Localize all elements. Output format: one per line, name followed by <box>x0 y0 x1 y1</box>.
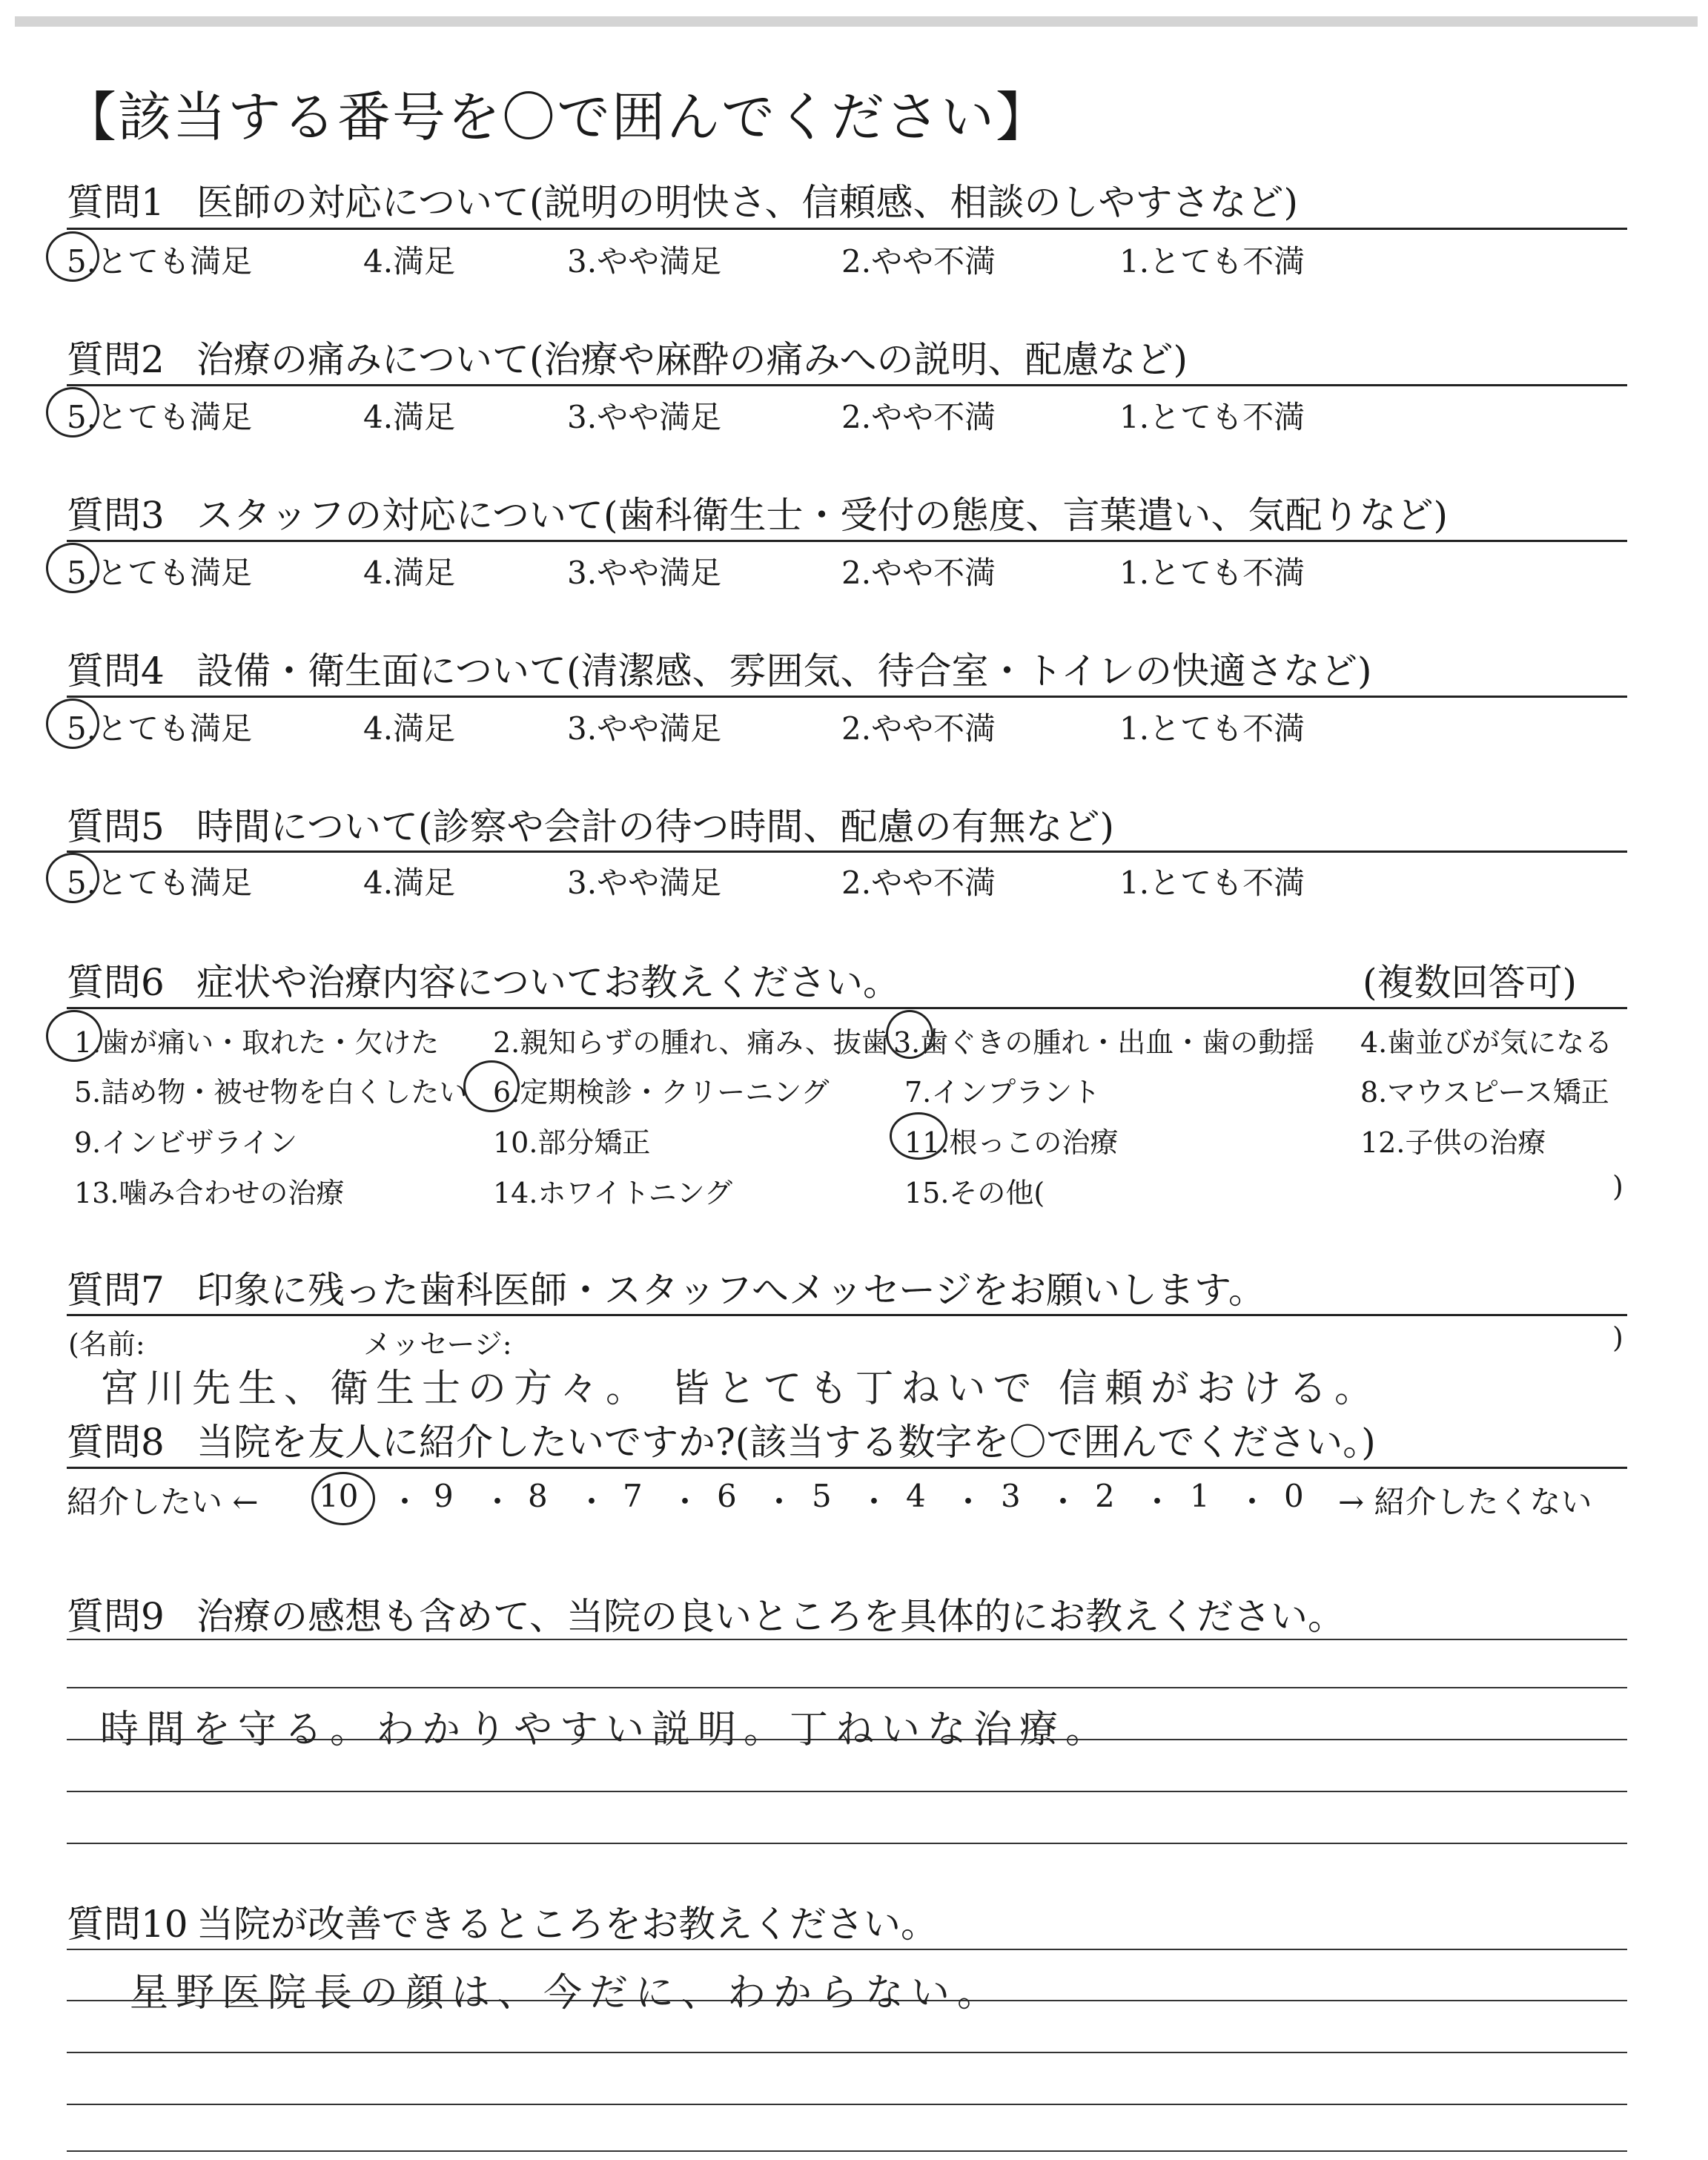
symptom-option[interactable]: 14.ホワイトニング <box>493 1177 733 1209</box>
selection-circle <box>886 1010 933 1059</box>
question-text: 当院を友人に紹介したいですか?(該当する数字を〇で囲んでください。) <box>196 1421 1376 1464</box>
message-close-paren: ) <box>1612 1321 1623 1354</box>
symptom-option[interactable]: 5.詰め物・被せ物を白くしたい <box>74 1076 468 1109</box>
option-3[interactable]: 3.やや満足 <box>567 865 722 901</box>
question-text: 印象に残った歯科医師・スタッフへメッセージをお願いします。 <box>196 1269 1265 1312</box>
question-4 <box>67 641 1372 695</box>
rating-options-q5 <box>0 859 1708 903</box>
page-title: 【該当する番号を〇で囲んでください】 <box>63 86 1051 148</box>
answer-line <box>67 2150 1627 2152</box>
question-text: スタッフの対応について(歯科衛生士・受付の態度、言葉遣い、気配りなど) <box>196 494 1449 537</box>
selection-circle <box>46 231 99 282</box>
question-number: 質問9 <box>67 1595 165 1638</box>
divider <box>67 540 1627 542</box>
option-5[interactable]: 5.とても満足 <box>67 555 253 591</box>
option-3[interactable]: 3.やや満足 <box>567 555 722 591</box>
scale-dot: ・ <box>1237 1484 1268 1520</box>
symptom-option[interactable]: 4.歯並びが気になる <box>1360 1026 1613 1059</box>
symptom-option[interactable]: 3.歯ぐきの腫れ・出血・歯の動揺 <box>893 1026 1315 1059</box>
answer-line <box>67 1639 1627 1640</box>
scale-value[interactable]: 5 <box>812 1478 832 1514</box>
answer-line <box>67 1791 1627 1792</box>
scale-value[interactable]: 4 <box>906 1478 926 1514</box>
symptom-option[interactable]: 15.その他( <box>904 1177 1045 1209</box>
scale-dot: ・ <box>1142 1484 1174 1520</box>
question-text: 治療の感想も含めて、当院の良いところを具体的にお教えください。 <box>196 1595 1345 1638</box>
option-4[interactable]: 4.満足 <box>363 865 456 901</box>
rating-options-q3 <box>0 549 1708 593</box>
option-5[interactable]: 5.とても満足 <box>67 243 253 280</box>
option-3[interactable]: 3.やや満足 <box>567 399 722 435</box>
question-text: 設備・衛生面について(清潔感、雰囲気、待合室・トイレの快適さなど) <box>196 650 1372 693</box>
rating-options-q4 <box>0 704 1708 749</box>
question-number: 質問3 <box>67 494 165 537</box>
scale-dot: ・ <box>858 1484 890 1520</box>
scale-value[interactable]: 8 <box>528 1478 548 1514</box>
scale-dot: ・ <box>389 1484 421 1520</box>
option-2[interactable]: 2.やや不満 <box>841 555 996 591</box>
selection-circle <box>46 853 99 903</box>
answer-line <box>67 1687 1627 1688</box>
question-text: 当院が改善できるところをお教えください。 <box>196 1903 938 1946</box>
question-9 <box>67 1587 1345 1640</box>
question-number: 質問4 <box>67 650 165 693</box>
question-number: 質問8 <box>67 1421 165 1464</box>
symptom-option[interactable]: 1.歯が痛い・取れた・欠けた <box>74 1026 440 1059</box>
question-text: 時間について(診察や会計の待つ時間、配慮の有無など) <box>196 805 1115 848</box>
rating-options-q2 <box>0 393 1708 437</box>
option-3[interactable]: 3.やや満足 <box>567 710 722 747</box>
option-1[interactable]: 1.とても不満 <box>1119 243 1305 280</box>
selection-circle <box>890 1112 947 1160</box>
option-2[interactable]: 2.やや不満 <box>841 710 996 747</box>
scale-dot: ・ <box>953 1484 984 1520</box>
option-4[interactable]: 4.満足 <box>363 399 456 435</box>
symptom-option[interactable]: 6.定期検診・クリーニング <box>493 1076 830 1109</box>
other-close-paren: ) <box>1612 1170 1623 1203</box>
scale-value[interactable]: 10 <box>319 1478 359 1514</box>
scale-dot: ・ <box>669 1484 701 1520</box>
answer-line <box>67 1843 1627 1844</box>
symptom-option[interactable]: 8.マウスピース矯正 <box>1360 1076 1609 1109</box>
scale-value[interactable]: 3 <box>1001 1478 1021 1514</box>
question-number: 質問6 <box>67 961 165 1004</box>
message-label: メッセージ: <box>363 1328 512 1361</box>
symptom-option[interactable]: 10.部分矯正 <box>493 1126 651 1159</box>
selection-circle <box>46 387 99 437</box>
handwritten-improvements: 星野医院長の顔は、今だに、わからない。 <box>130 1971 1004 2015</box>
multiple-answer-note: (複数回答可) <box>1363 961 1578 1004</box>
option-1[interactable]: 1.とても不満 <box>1119 710 1305 747</box>
scale-value[interactable]: 2 <box>1095 1478 1115 1514</box>
question-2 <box>67 330 1188 383</box>
divider <box>67 384 1627 386</box>
answer-line <box>67 2052 1627 2053</box>
option-5[interactable]: 5.とても満足 <box>67 865 253 901</box>
scale-right-label: → 紹介したくない <box>1338 1484 1592 1520</box>
option-2[interactable]: 2.やや不満 <box>841 243 996 280</box>
divider <box>67 1007 1627 1009</box>
rating-options-q1 <box>0 237 1708 282</box>
question-6 <box>67 953 900 1006</box>
option-4[interactable]: 4.満足 <box>363 555 456 591</box>
divider <box>67 696 1627 698</box>
question-3 <box>67 486 1448 539</box>
scale-value[interactable]: 7 <box>623 1478 643 1514</box>
option-1[interactable]: 1.とても不満 <box>1119 555 1305 591</box>
question-1 <box>67 173 1298 226</box>
option-2[interactable]: 2.やや不満 <box>841 865 996 901</box>
handwritten-message: 宮川先生、衛生士の方々。 皆とても丁ねいで 信頼がおける。 <box>100 1367 1381 1411</box>
name-label: (名前: <box>68 1328 145 1361</box>
handwritten-good-points: 時間を守る。わかりやすい説明。丁ねいな治療。 <box>100 1708 1112 1752</box>
divider <box>67 1314 1627 1316</box>
scale-dot: ・ <box>482 1484 514 1520</box>
divider <box>67 1467 1627 1469</box>
symptom-option[interactable]: 9.インビザライン <box>74 1126 298 1159</box>
question-text: 医師の対応について(説明の明快さ、信頼感、相談のしやすさなど) <box>196 181 1299 224</box>
selection-circle <box>463 1060 520 1112</box>
question-7 <box>67 1261 1265 1314</box>
scale-value[interactable]: 0 <box>1284 1478 1304 1514</box>
option-4[interactable]: 4.満足 <box>363 243 456 280</box>
question-number: 質問5 <box>67 805 165 848</box>
symptom-option[interactable]: 7.インプラント <box>904 1076 1101 1109</box>
question-text: 治療の痛みについて(治療や麻酔の痛みへの説明、配慮など) <box>196 338 1188 381</box>
option-2[interactable]: 2.やや不満 <box>841 399 996 435</box>
option-1[interactable]: 1.とても不満 <box>1119 865 1305 901</box>
scan-border <box>15 16 1698 27</box>
question-number: 質問7 <box>67 1269 165 1312</box>
symptom-option[interactable]: 2.親知らずの腫れ、痛み、抜歯 <box>493 1026 890 1059</box>
option-5[interactable]: 5.とても満足 <box>67 710 253 747</box>
question-number: 質問1 <box>67 181 165 224</box>
selection-circle <box>311 1472 375 1525</box>
symptom-option[interactable]: 13.噛み合わせの治療 <box>74 1177 345 1209</box>
selection-circle <box>46 543 99 593</box>
symptom-option[interactable]: 12.子供の治療 <box>1360 1126 1546 1159</box>
question-number: 質問2 <box>67 338 165 381</box>
question-text: 症状や治療内容についてお教えください。 <box>196 961 900 1004</box>
scale-dot: ・ <box>1047 1484 1079 1520</box>
option-1[interactable]: 1.とても不満 <box>1119 399 1305 435</box>
answer-line <box>67 2104 1627 2105</box>
scale-dot: ・ <box>764 1484 795 1520</box>
divider <box>67 228 1627 230</box>
scale-value[interactable]: 9 <box>434 1478 454 1514</box>
scale-value[interactable]: 1 <box>1190 1478 1210 1514</box>
answer-line <box>67 1949 1627 1950</box>
symptom-option[interactable]: 11.根っこの治療 <box>904 1126 1119 1159</box>
scale-dot: ・ <box>576 1484 608 1520</box>
selection-circle <box>46 698 99 749</box>
scale-left-label: 紹介したい ← <box>67 1484 259 1520</box>
selection-circle <box>46 1010 102 1062</box>
divider <box>67 851 1627 853</box>
option-3[interactable]: 3.やや満足 <box>567 243 722 280</box>
option-5[interactable]: 5.とても満足 <box>67 399 253 435</box>
question-5 <box>67 797 1114 851</box>
scale-value[interactable]: 6 <box>717 1478 737 1514</box>
question-10 <box>67 1895 938 1948</box>
question-number: 質問10 <box>67 1903 188 1946</box>
option-4[interactable]: 4.満足 <box>363 710 456 747</box>
question-8 <box>67 1413 1376 1466</box>
